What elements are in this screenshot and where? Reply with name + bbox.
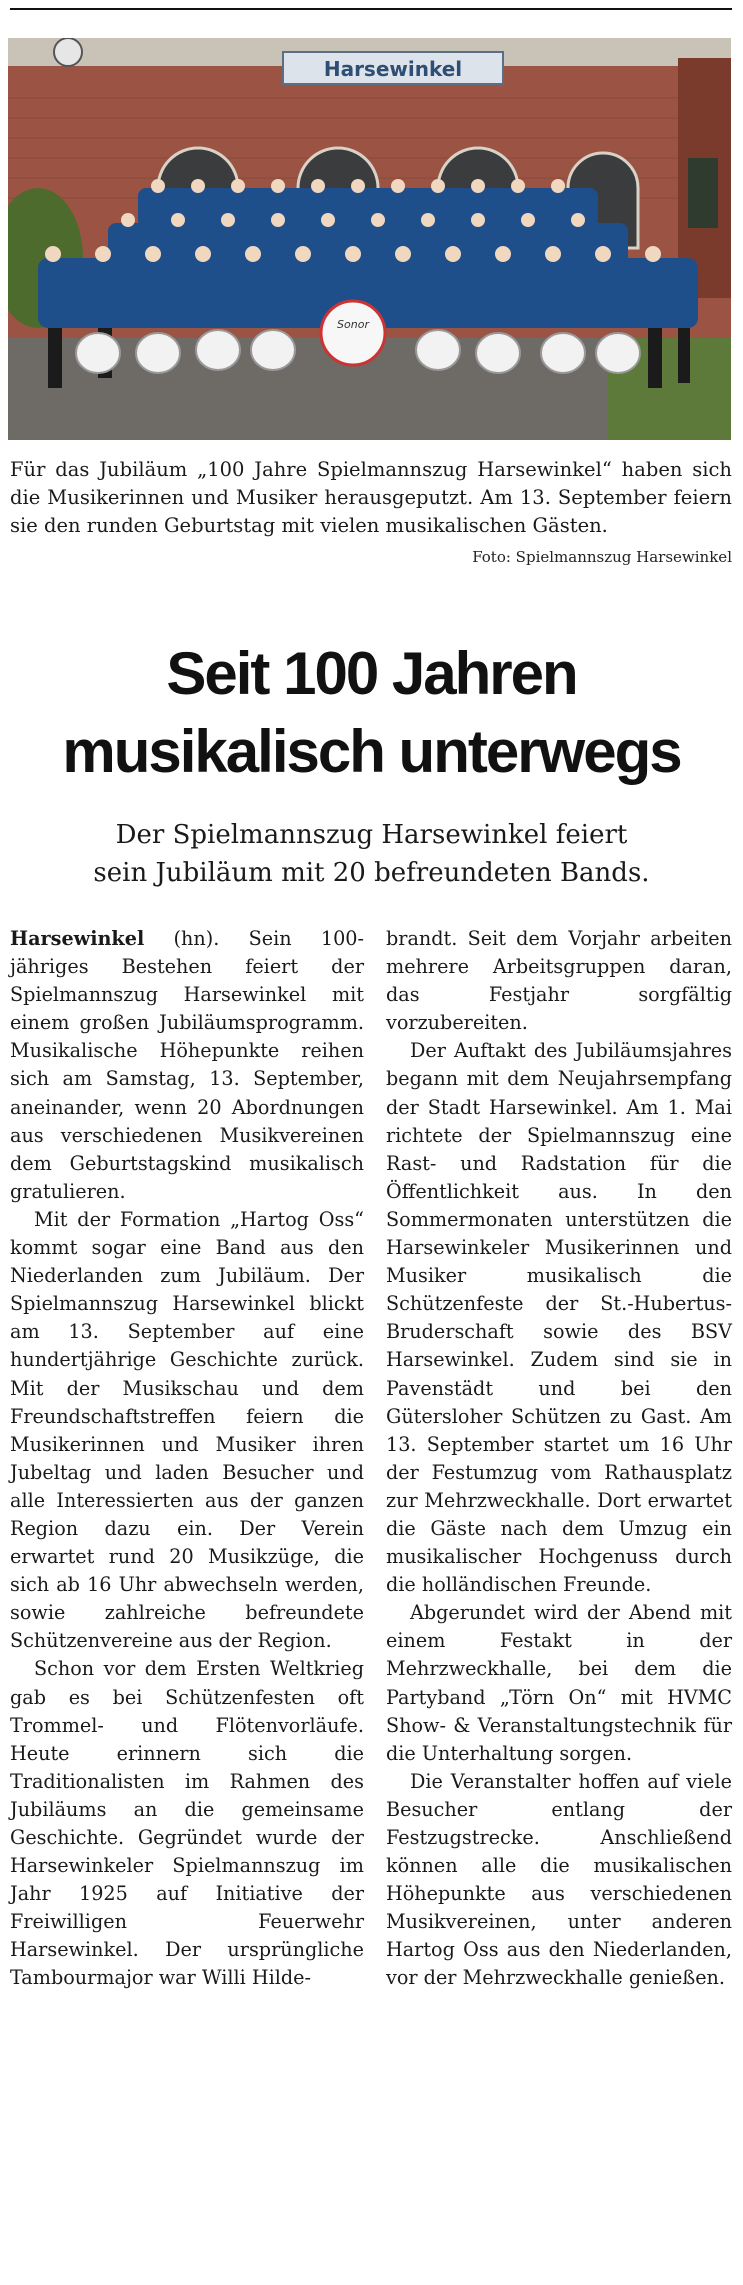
article-paragraph-1 [10, 925, 364, 1206]
article-column-right [386, 925, 732, 1993]
article-paragraph-3-continued: brandt. Seit dem Vorjahr arbeiten mehrere Arbeitsgruppen daran, das Festjahr sorgfältig vorzubereiten. [386, 927, 732, 1035]
photo-credit: Foto: Spielmannszug Harsewinkel [472, 548, 732, 566]
headline-line-1: Seit 100 Jahren [166, 640, 577, 707]
sign-text: Harsewinkel [323, 57, 463, 81]
top-rule [10, 8, 732, 10]
paragraph-1-text: (hn). Sein 100-jähriges Bestehen feiert der Spielmannszug Harsewinkel mit einem großen Jubiläumsprogramm. Musikalische Höhepunkte reihen sich am Samstag, 13. September, aneinander, wenn 20 Abordnungen aus verschiedenen Musikvereinen dem Geburtstagskind musikalisch gratulieren. [10, 927, 364, 1203]
photo-caption: Für das Jubiläum „100 Jahre Spielmannszug Harsewinkel“ haben sich die Musikerinnen und Musiker herausgeputzt. Am 13. September feiern sie den runden Geburtstag mit vielen musikalischen Gästen. [10, 458, 732, 537]
article-paragraph-3: Schon vor dem Ersten Weltkrieg gab es bei Schützenfesten oft Trommel- und Flötenvorläufe. Heute erinnern sich die Traditionalisten im Rahmen des Jubiläums an die gemeinsame Geschichte. Gegründet wurde der Harsewinkeler Spielmannszug im Jahr 1925 auf Initiative der Freiwilligen Feuerwehr Harsewinkel. Der ursprüngliche Tambourmajor war Willi Hilde- [10, 1657, 364, 1990]
article-paragraph-4: Der Auftakt des Jubiläumsjahres begann mit dem Neujahrsempfang der Stadt Harsewinkel. Am 1. Mai richtete der Spielmannszug eine Rast- und Radstation für die Öffentlichkeit aus. In den Sommermonaten unterstützen die Harsewinkeler Musikerinnen und Musiker musikalisch die Schützenfeste der St.-Hubertus-Bruderschaft sowie des BSV Harsewinkel. Zudem sind sie in Pavenstädt und bei den Gütersloher Schützen zu Gast. Am 13. September startet um 16 Uhr der Festumzug vom Rathausplatz zur Mehrzweckhalle. Dort erwartet die Gäste nach dem Umzug ein musikalischer Hochgenuss durch die holländischen Freunde. [386, 1039, 732, 1597]
drum-logo-text: Sonor [337, 318, 369, 331]
headline-line-2: musikalisch unterwegs [62, 718, 681, 785]
article-paragraph-5: Abgerundet wird der Abend mit einem Festakt in der Mehrzweckhalle, bei dem die Partyband „Törn On“ mit HVMC Show- & Veranstaltungstechnik für die Unterhaltung sorgen. [386, 1601, 732, 1765]
article-paragraph-2: Mit der Formation „Hartog Oss“ kommt sogar eine Band aus den Niederlanden zum Jubiläum. Der Spielmannszug Harsewinkel blickt am 13. September auf eine hundertjährige Geschichte zurück. Mit der Musikschau und dem Freundschaftstreffen feiern die Musikerinnen und Musiker ihren Jubeltag und laden Besucher und alle Interessierten aus der ganzen Region dazu ein. Der Verein erwartet rund 20 Musikzüge, die sich ab 16 Uhr abwechseln werden, sowie zahlreiche befreundete Schützenvereine aus der Region. [10, 1207, 364, 1653]
subheadline [0, 816, 743, 892]
headline [0, 635, 743, 791]
subheadline-line-2: sein Jubiläum mit 20 befreundeten Bands. [93, 858, 650, 888]
article-column-left [10, 925, 364, 1993]
dateline: Harsewinkel [10, 927, 145, 950]
subheadline-line-1: Der Spielmannszug Harsewinkel feiert [115, 820, 628, 850]
band-photo [8, 38, 731, 440]
article-paragraph-6: Die Veranstalter hoffen auf viele Besucher entlang der Festzugstrecke. Anschließend können alle die musikalischen Höhepunkte aus verschiedenen Musikvereinen, unter anderen Hartog Oss aus den Niederlanden, vor der Mehrzweckhalle genießen. [386, 1769, 732, 1990]
